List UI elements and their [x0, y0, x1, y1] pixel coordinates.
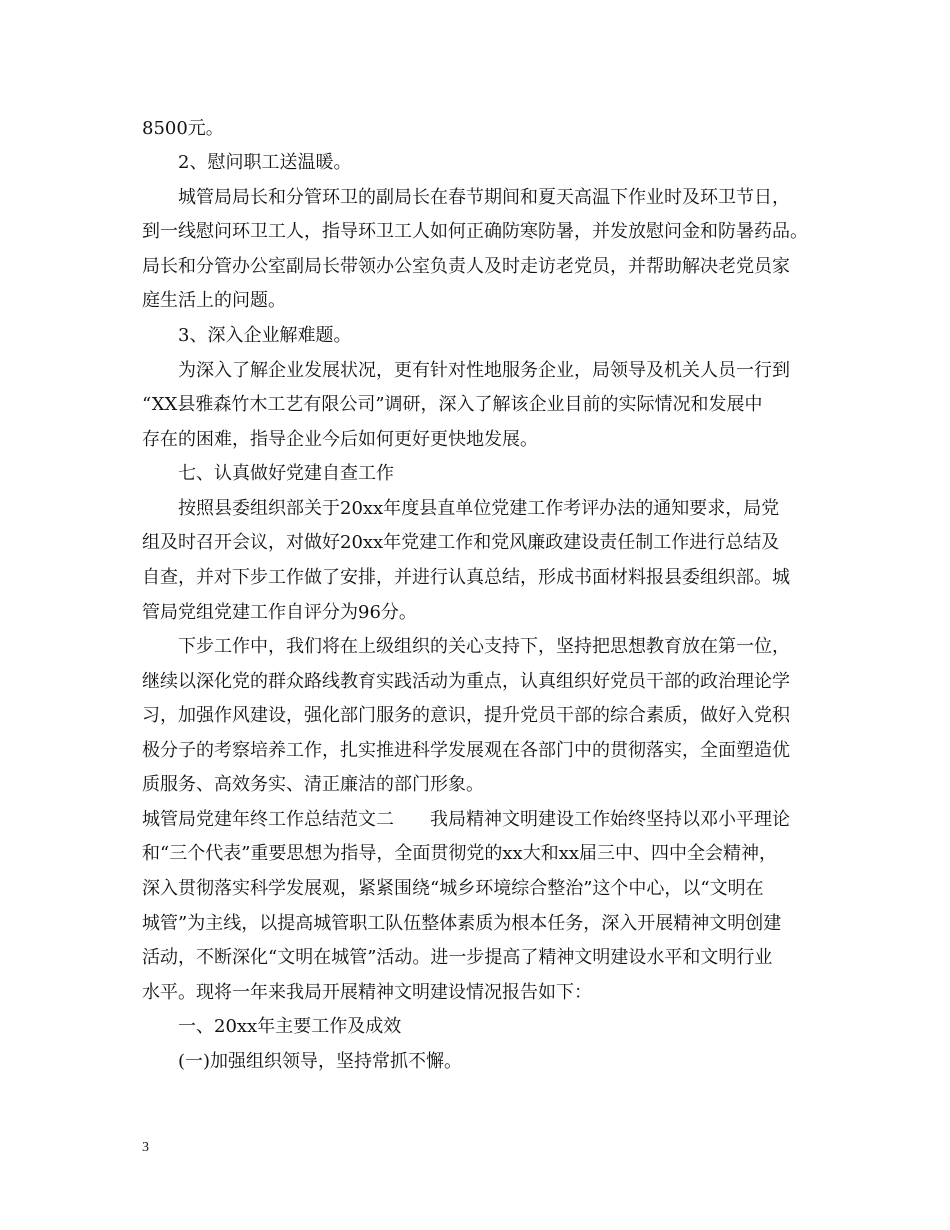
text-line: 城管局党建年终工作总结范文二 我局精神文明建设工作始终坚持以邓小平理论: [142, 809, 790, 830]
text-line: 庭生活上的问题。: [142, 290, 286, 311]
text-line: 按照县委组织部关于20xx年度县直单位党建工作考评办法的通知要求，局党: [142, 498, 780, 519]
text-line: 自查，并对下步工作做了安排，并进行认真总结，形成书面材料报县委组织部。城: [142, 567, 790, 588]
text-line: 习，加强作风建设，强化部门服务的意识，提升党员干部的综合素质，做好入党积: [142, 705, 790, 726]
text-line: “XX县雅森竹木工艺有限公司”调研，深入了解该企业目前的实际情况和发展中: [142, 394, 763, 415]
text-line: 和“三个代表”重要思想为指导，全面贯彻党的xx大和xx届三中、四中全会精神，: [142, 843, 778, 864]
text-line: 活动，不断深化“文明在城管”活动。进一步提高了精神文明建设水平和文明行业: [142, 947, 773, 968]
section-heading: 一、20xx年主要工作及成效: [142, 1016, 402, 1037]
text-line: 组及时召开会议，对做好20xx年党建工作和党风廉政建设责任制工作进行总结及: [142, 532, 780, 553]
page-number: 3: [142, 1140, 149, 1155]
text-line: 局长和分管办公室副局长带领办公室负责人及时走访老党员，并帮助解决老党员家: [142, 256, 790, 277]
text-line: 为深入了解企业发展状况，更有针对性地服务企业，局领导及机关人员一行到: [142, 360, 790, 381]
text-line: 3、深入企业解难题。: [142, 325, 352, 346]
section-heading: 七、认真做好党建自查工作: [142, 463, 394, 484]
text-line: 城管局局长和分管环卫的副局长在春节期间和夏天高温下作业时及环卫节日，: [142, 187, 790, 208]
text-line: 继续以深化党的群众路线教育实践活动为重点，认真组织好党员干部的政治理论学: [142, 671, 790, 692]
text-line: 2、慰问职工送温暖。: [142, 152, 352, 173]
text-line: 8500元。: [142, 118, 224, 139]
text-line: 深入贯彻落实科学发展观，紧紧围绕“城乡环境综合整治”这个中心，以“文明在: [142, 878, 764, 899]
subsection-heading: (一)加强组织领导，坚持常抓不懈。: [142, 1051, 463, 1072]
text-line: 到一线慰问环卫工人，指导环卫工人如何正确防寒防暑，并发放慰问金和防暑药品。: [142, 221, 808, 242]
text-line: 极分子的考察培养工作，扎实推进科学发展观在各部门中的贯彻落实，全面塑造优: [142, 740, 790, 761]
text-line: 城管”为主线，以提高城管职工队伍整体素质为根本任务，深入开展精神文明创建: [142, 913, 782, 934]
text-line: 质服务、高效务实、清正廉洁的部门形象。: [142, 774, 484, 795]
text-line: 水平。现将一年来我局开展精神文明建设情况报告如下：: [142, 982, 592, 1003]
text-line: 存在的困难，指导企业今后如何更好更快地发展。: [142, 429, 538, 450]
text-line: 管局党组党建工作自评分为96分。: [142, 602, 417, 623]
text-line: 下步工作中，我们将在上级组织的关心支持下，坚持把思想教育放在第一位，: [142, 636, 790, 657]
